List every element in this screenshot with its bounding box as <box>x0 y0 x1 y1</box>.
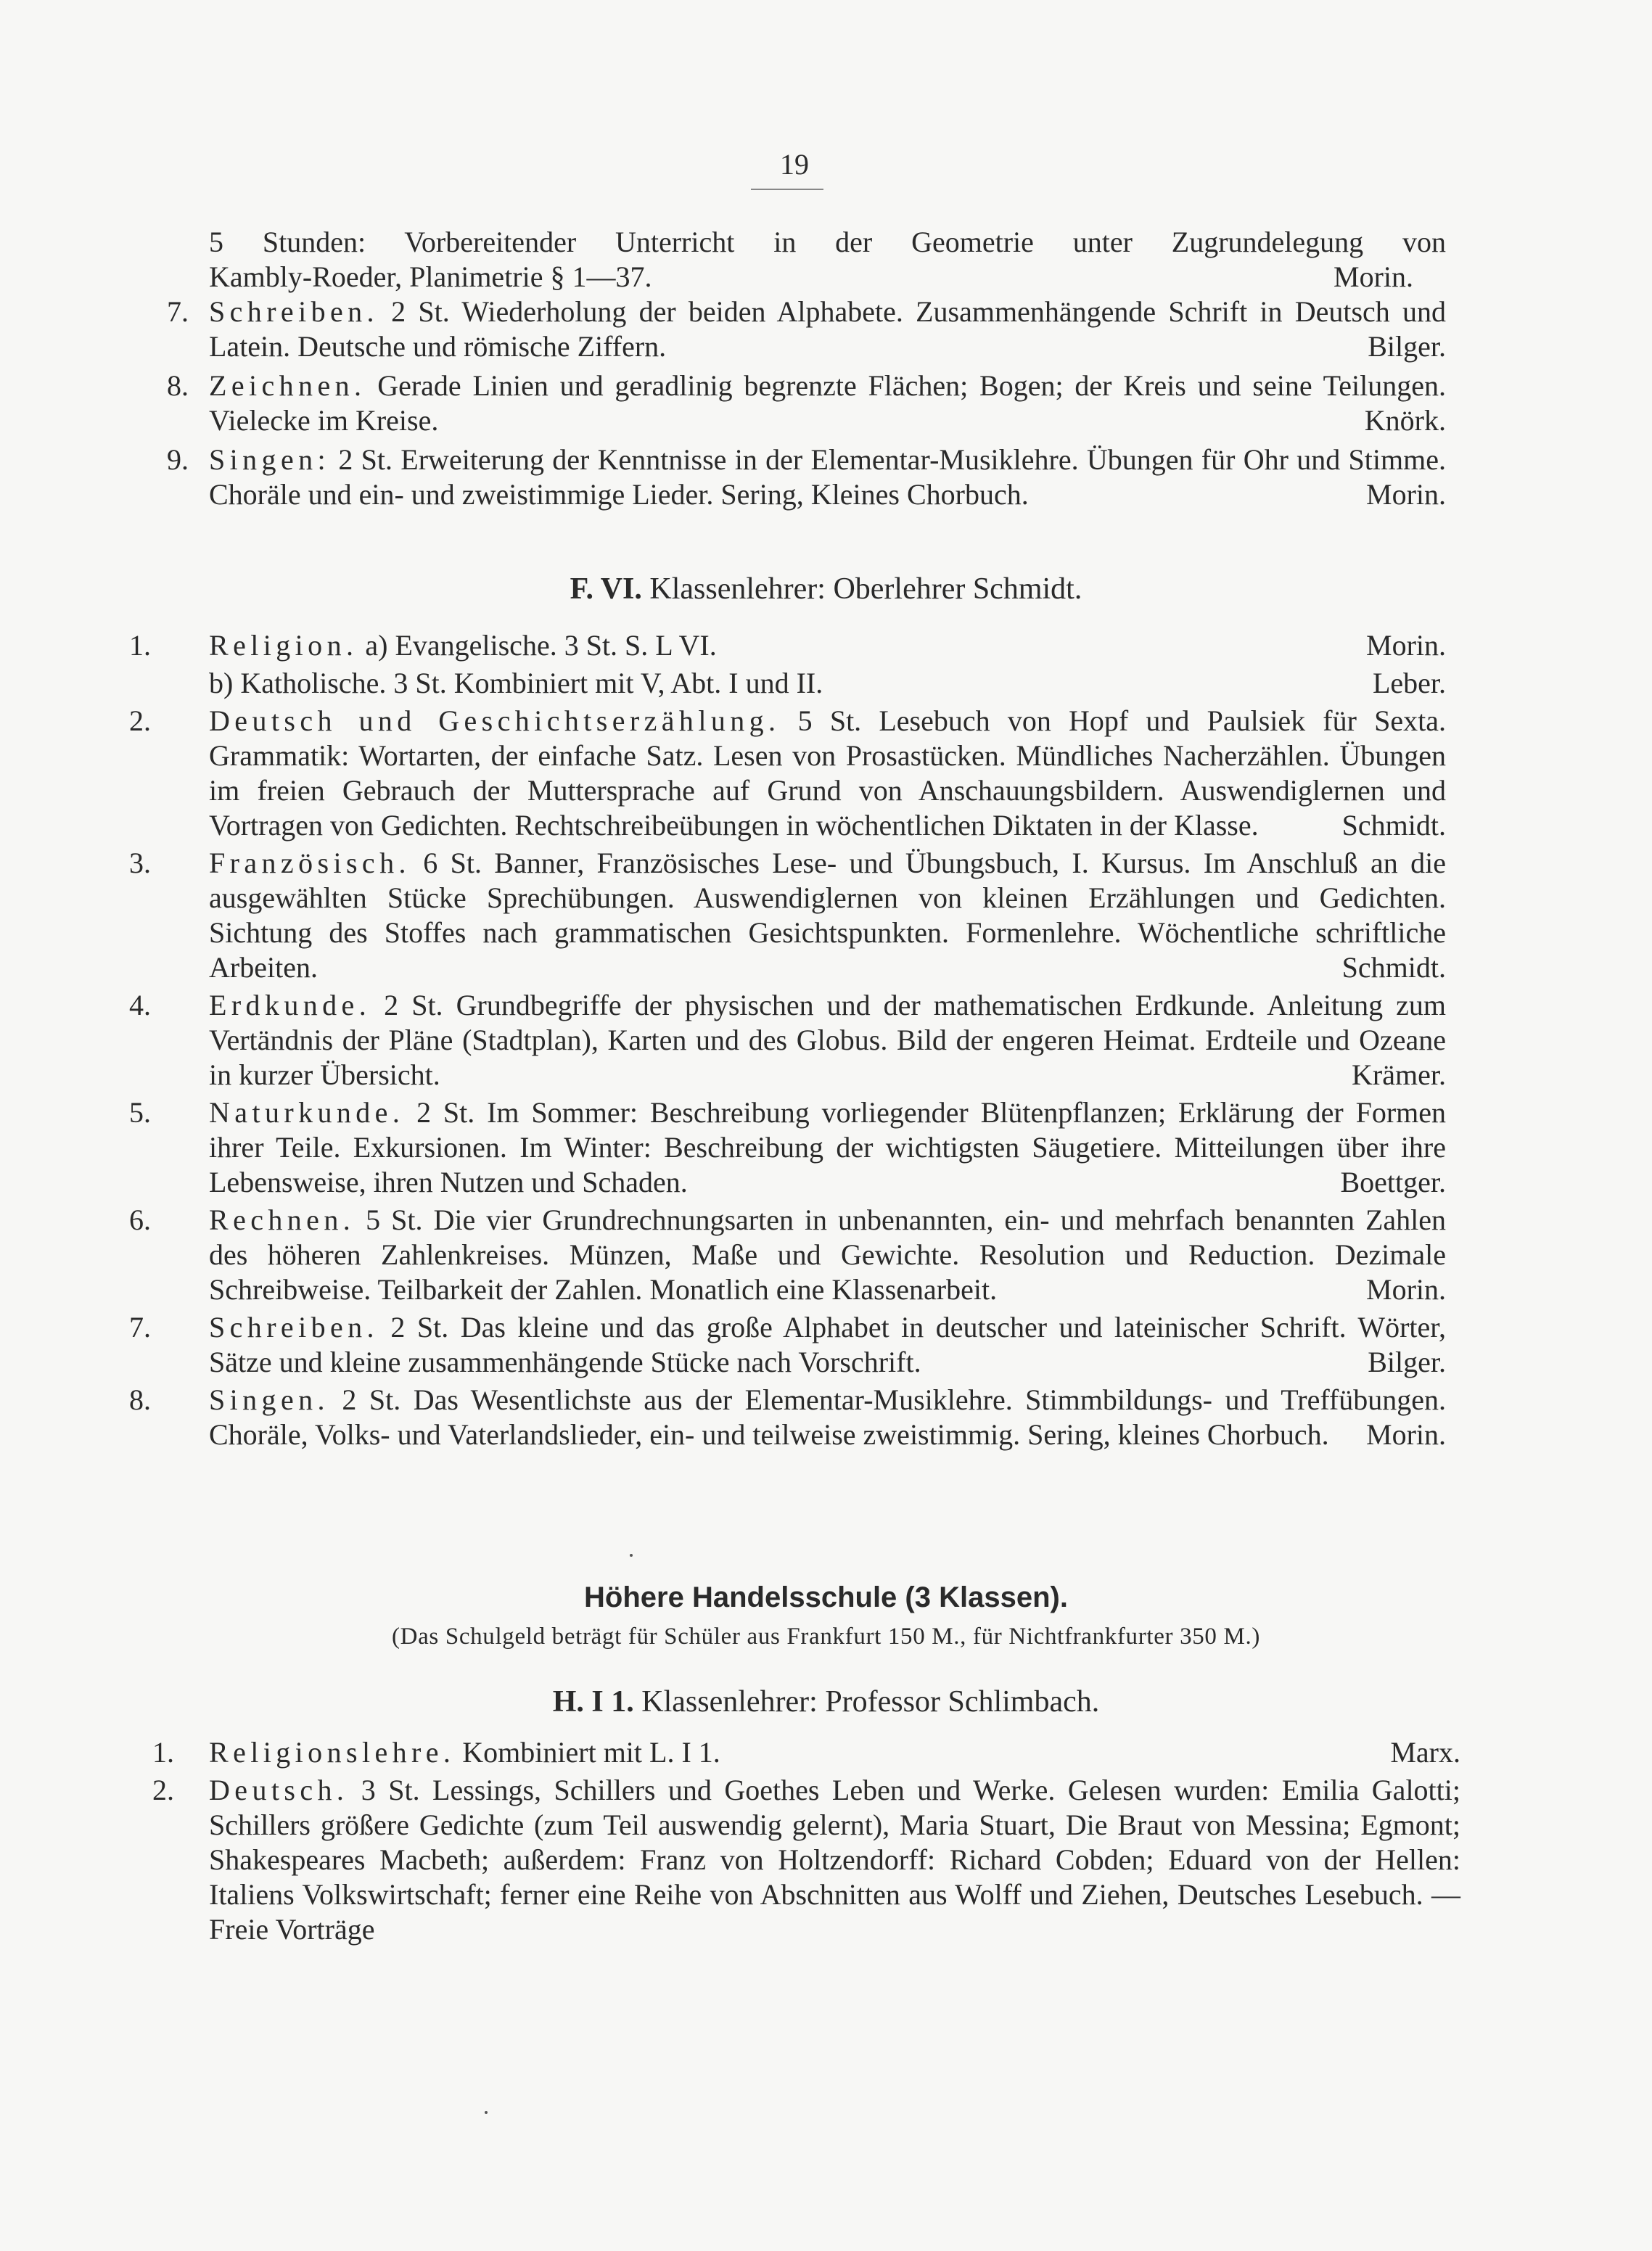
list-item <box>129 846 1446 985</box>
class-label: H. I 1. <box>552 1685 634 1719</box>
item-text <box>209 704 1446 843</box>
speck <box>485 2111 488 2114</box>
item-text <box>209 666 1446 701</box>
subject-title: Schreiben. <box>209 295 379 328</box>
subject-title: Singen: <box>209 443 331 476</box>
subject-title: Deutsch und Geschichtserzählung. <box>209 704 781 737</box>
item-number: 7. <box>167 295 189 328</box>
subject-description: 2 St. Im Sommer: Beschreibung vorliegender Blütenpflanzen; Erklärung der Formen ihrer Teile. Exkursionen. Im Winter: Beschreibung der wichtigsten Säugetiere. Mitteilungen über ihre Lebensweise, ihren Nutzen und Schaden. <box>209 1096 1447 1198</box>
teacher-name: Schmidt. <box>1341 809 1446 841</box>
item-number: 6. <box>129 1203 151 1236</box>
subject-title: Französisch. <box>209 847 411 879</box>
item-number: 1. <box>129 629 151 662</box>
teacher-name: Morin. <box>1366 1273 1446 1306</box>
item-text <box>209 1773 1460 1947</box>
subject-title: Erdkunde. <box>209 989 371 1021</box>
item-text <box>209 369 1446 438</box>
teacher-name: Boettger. <box>1340 1166 1446 1198</box>
teacher-name: Marx. <box>1390 1736 1460 1769</box>
continuation-text: Vorbereitender Unterricht in der Geometrie unter Zugrundelegung von <box>404 226 1446 258</box>
list-item <box>129 988 1446 1092</box>
subject-description: 2 St. Wiederholung der beiden Alphabete. Zusammenhängende Schrift in Deutsch und Latein. Deutsche und römische Ziffern. <box>209 295 1447 363</box>
teacher-name: Bilger. <box>1368 330 1446 363</box>
subject-title: Religion. <box>209 629 358 662</box>
subject-list-f6 <box>0 628 1652 1455</box>
item-number: 5. <box>129 1096 151 1129</box>
subject-description: 2 St. Das Wesentlichste aus der Elementar-Musiklehre. Stimmbildungs- und Treffübungen. Choräle, Volks- und Vaterlandslieder, ein- und teilweise zweistimmig. Sering, kleines Chorbuch. <box>209 1383 1446 1451</box>
subject-description: 3 St. Lessings, Schillers und Goethes Leben und Werke. Gelesen wurden: Emilia Galotti; Schillers größere Gedichte (zum Teil auswendig gelernt), Maria Stuart, Die Braut von Messina; Egmont; Shakespeares Macbeth; außerdem: Franz von Holtzendorff: Richard Cobden; Eduard von der Hellen: Italiens Volkswirtschaft; ferner eine Reihe von Abschnitten aus Wolff und Ziehen, Deutsches Lesebuch. — Freie Vorträge <box>209 1774 1461 1946</box>
class-label: F. VI. <box>570 572 642 606</box>
list-item <box>129 1383 1446 1452</box>
continuation-lead: 5 Stunden: <box>209 226 366 258</box>
subject-title: Naturkunde. <box>209 1096 405 1129</box>
item-number: 8. <box>129 1383 151 1416</box>
list-item <box>167 443 1447 512</box>
teacher-name: Knörk. <box>1364 404 1446 437</box>
teacher-name: Schmidt. <box>1341 951 1446 984</box>
subject-list-1 <box>0 295 1652 517</box>
page-number: 19 <box>780 148 809 181</box>
subject-description: 2 St. Grundbegriffe der physischen und der mathematischen Erdkunde. Anleitung zum Vertändnis der Pläne (Stadtplan), Karten und des Globus. Bild der engeren Heimat. Erdteile und Ozeane in kurzer Übersicht. <box>209 989 1446 1091</box>
teacher-name: Morin. <box>1366 1418 1446 1451</box>
list-item <box>167 295 1447 364</box>
teacher-name: Leber. <box>1372 667 1446 699</box>
teacher-name: Bilger. <box>1368 1346 1446 1378</box>
subject-description: 6 St. Banner, Französisches Lese- und Übungsbuch, I. Kursus. Im Anschluß an die ausgewählten Stücke Sprechübungen. Auswendiglernen von kleinen Erzählungen und Gedichten. Sichtung des Stoffes nach grammatischen Gesichtspunkten. Formenlehre. Wöchentliche schriftliche Arbeiten. <box>209 847 1446 984</box>
subject-description: Kombiniert mit L. I 1. <box>462 1736 720 1769</box>
class-heading-f6 <box>0 572 1652 606</box>
list-item <box>152 1735 1460 1770</box>
item-text <box>209 1095 1446 1200</box>
item-text <box>209 988 1446 1092</box>
subject-title: Rechnen. <box>209 1203 356 1236</box>
school-heading <box>0 1580 1652 1615</box>
subject-title: Zeichnen. <box>209 369 366 402</box>
subject-title: Schreiben. <box>209 1311 379 1343</box>
item-text <box>209 1203 1446 1307</box>
continuation-block <box>0 225 1652 295</box>
item-number: 1. <box>152 1736 174 1769</box>
item-text <box>209 628 1446 663</box>
item-number: 7. <box>129 1311 151 1343</box>
list-item <box>129 1310 1447 1380</box>
subject-description: Gerade Linien und geradlinig begrenzte Flächen; Bogen; der Kreis und seine Teilungen. Vielecke im Kreise. <box>209 369 1447 437</box>
subject-list-h11 <box>0 1735 1652 1950</box>
list-item <box>129 1203 1447 1307</box>
list-item <box>152 1773 1461 1947</box>
item-text <box>209 295 1446 364</box>
item-text <box>209 1735 1460 1770</box>
class-teacher-line: Klassenlehrer: Oberlehrer Schmidt. <box>649 572 1082 606</box>
class-heading-h11 <box>0 1684 1652 1719</box>
teacher-name: Morin. <box>1366 629 1446 662</box>
item-number: 3. <box>129 847 151 879</box>
continuation-text-2: Kambly-Roeder, Planimetrie § 1—37. <box>209 260 652 293</box>
item-text <box>209 846 1446 985</box>
subject-title: Singen. <box>209 1383 329 1416</box>
school-title: Höhere Handelsschule (3 Klassen). <box>584 1581 1068 1613</box>
subject-description: 5 St. Lesebuch von Hopf und Paulsiek für Sexta. Grammatik: Wortarten, der einfache Satz. Lesen von Prosastücken. Mündliches Nacherzählen. Übungen im freien Gebrauch der Muttersprache auf Grund von Anschauungsbildern. Auswendiglernen und Vortragen von Gedichten. Rechtschreibeübungen in wöchentlichen Diktaten in der Klasse. <box>209 704 1447 841</box>
subject-description: b) Katholische. 3 St. Kombiniert mit V, Abt. I und II. <box>209 667 823 699</box>
school-fee-note: (Das Schulgeld beträgt für Schüler aus Frankfurt 150 M., für Nichtfrankfurter 350 M.) <box>391 1624 1261 1650</box>
subject-description: a) Evangelische. 3 St. S. L VI. <box>365 629 717 662</box>
item-text <box>209 443 1446 512</box>
item-number: 2. <box>152 1774 174 1806</box>
subject-title: Religionslehre. <box>209 1736 456 1769</box>
list-item <box>167 369 1447 438</box>
list-item <box>209 666 1446 701</box>
teacher-name: Krämer. <box>1352 1058 1446 1091</box>
subject-description: 5 St. Die vier Grundrechnungsarten in unbenannten, ein- und mehrfach benannten Zahlen des höheren Zahlenkreises. Münzen, Maße und Gewichte. Resolution und Reduction. Dezimale Schreibweise. Teilbarkeit der Zahlen. Monatlich eine Klassenarbeit. <box>209 1203 1447 1306</box>
page-number-rule <box>751 189 823 190</box>
list-item <box>129 628 1446 663</box>
item-text <box>209 1310 1446 1380</box>
list-item <box>129 704 1447 843</box>
teacher-name: Morin. <box>1333 260 1413 293</box>
teacher-name: Morin. <box>1366 478 1446 511</box>
speck <box>630 1554 633 1557</box>
item-number: 9. <box>167 443 189 476</box>
continuation-line-1 <box>209 225 1446 260</box>
subject-description: 2 St. Das kleine und das große Alphabet in deutscher und lateinischer Schrift. Wörter, Sätze und kleine zusammenhängende Stücke nach Vorschrift. <box>209 1311 1447 1378</box>
list-item <box>129 1095 1447 1200</box>
item-number: 2. <box>129 704 151 737</box>
subject-description: 2 St. Erweiterung der Kenntnisse in der Elementar-Musiklehre. Übungen für Ohr und Stimme. Choräle und ein- und zweistimmige Lieder. Sering, Kleines Chorbuch. <box>209 443 1447 511</box>
item-text <box>209 1383 1446 1452</box>
subject-title: Deutsch. <box>209 1774 349 1806</box>
class-teacher-line: Klassenlehrer: Professor Schlimbach. <box>641 1685 1100 1719</box>
item-number: 4. <box>129 989 151 1021</box>
continuation-line-2 <box>209 260 1413 295</box>
item-number: 8. <box>167 369 189 402</box>
